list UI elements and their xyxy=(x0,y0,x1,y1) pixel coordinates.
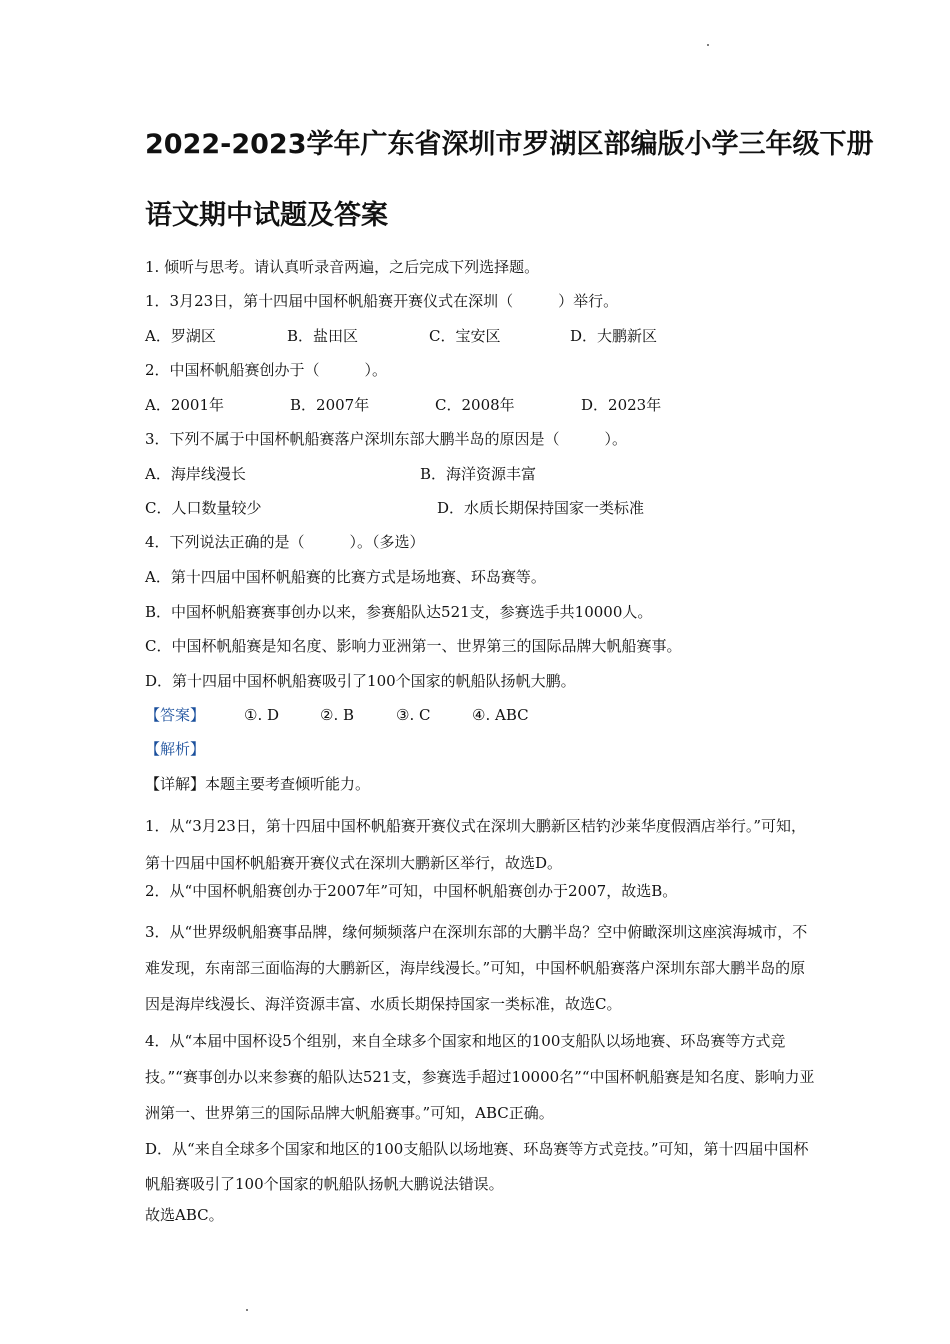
question-4-option-d: D．第十四届中国杯帆船赛吸引了100个国家的帆船队扬帆大鹏。 xyxy=(145,672,576,690)
detail-label: 【详解】 xyxy=(145,775,206,793)
question-1-option-c: C．宝安区 xyxy=(429,327,501,345)
question-3-option-c: C．人口数量较少 xyxy=(145,499,262,517)
detail-line xyxy=(145,774,370,794)
analysis-label: 【解析】 xyxy=(145,740,206,758)
explanation-3: 3．从“世界级帆船赛事品牌，缘何频频落户在深圳东部的大鹏半岛？空中俯瞰深圳这座滨海城市，不难发现，东南部三面临海的大鹏新区，海岸线漫长。”可知，中国杯帆船赛落户深圳东部大鹏半岛的原因是海岸线漫长、海洋资源丰富、水质长期保持国家一类标准，故选C。 xyxy=(145,923,808,1013)
answer-item-2: ②. B xyxy=(320,706,355,724)
answer-item-3: ③. C xyxy=(396,706,431,724)
explanation-1: 1．从“3月23日，第十四届中国杯帆船赛开赛仪式在深圳大鹏新区桔钓沙莱华度假酒店举行。”可知，第十四届中国杯帆船赛开赛仪式在深圳大鹏新区举行，故选D。 xyxy=(145,817,807,872)
question-2-option-b: B．2007年 xyxy=(290,396,370,414)
question-4-option-a: A．第十四届中国杯帆船赛的比赛方式是场地赛、环岛赛等。 xyxy=(145,568,546,586)
question-2-option-a: A．2001年 xyxy=(145,396,225,414)
answer-item-4: ④. ABC xyxy=(472,706,529,724)
answer-item-1: ①. D xyxy=(244,706,280,724)
question-3-option-d: D．水质长期保持国家一类标准 xyxy=(437,499,645,517)
question-4-option-b: B．中国杯帆船赛赛事创办以来，参赛船队达521支，参赛选手共10000人。 xyxy=(145,603,653,621)
question-2-option-c: C．2008年 xyxy=(435,396,515,414)
question-2-stem: 2．中国杯帆船赛创办于（ ）。 xyxy=(145,361,388,379)
title-line-2: 语文期中试题及答案 xyxy=(145,200,388,231)
intro-text: 1. 倾听与思考。请认真听录音两遍，之后完成下列选择题。 xyxy=(145,258,540,276)
answer-label: 【答案】 xyxy=(145,706,206,724)
title-line-1: 2022-2023学年广东省深圳市罗湖区部编版小学三年级下册 xyxy=(145,129,874,160)
question-1-option-b: B．盐田区 xyxy=(287,327,359,345)
question-1-option-d: D．大鹏新区 xyxy=(570,327,658,345)
explanation-d: D．从“来自全球多个国家和地区的100支船队以场地赛、环岛赛等方式竞技。”可知，第十四届中国杯帆船赛吸引了100个国家的帆船队扬帆大鹏说法错误。 xyxy=(145,1140,809,1193)
question-3-stem: 3．下列不属于中国杯帆船赛落户深圳东部大鹏半岛的原因是（ ）。 xyxy=(145,430,628,448)
question-1-stem: 1．3月23日，第十四届中国杯帆船赛开赛仪式在深圳（ ）举行。 xyxy=(145,292,619,310)
question-3-option-b: B．海洋资源丰富 xyxy=(420,465,537,483)
page-dot-top xyxy=(707,44,709,46)
final-answer: 故选ABC。 xyxy=(145,1206,224,1224)
explanation-4: 4．从“本届中国杯设5个组别，来自全球多个国家和地区的100支船队以场地赛、环岛赛等方式竞技。”“赛事创办以来参赛的船队达521支，参赛选手超过10000名”“中国杯帆船赛是知名度、影响力亚洲第一、世界第三的国际品牌大帆船赛事。”可知，ABC正确。 xyxy=(145,1032,815,1122)
question-4-option-c: C．中国杯帆船赛是知名度、影响力亚洲第一、世界第三的国际品牌大帆船赛事。 xyxy=(145,637,682,655)
question-4-stem: 4．下列说法正确的是（ ）。（多选） xyxy=(145,533,425,551)
explanation-2: 2．从“中国杯帆船赛创办于2007年”可知，中国杯帆船赛创办于2007，故选B。 xyxy=(145,882,678,900)
detail-text: 本题主要考查倾听能力。 xyxy=(205,775,371,793)
question-3-option-a: A．海岸线漫长 xyxy=(145,465,246,483)
question-1-option-a: A．罗湖区 xyxy=(145,327,216,345)
question-2-option-d: D．2023年 xyxy=(581,396,662,414)
page-dot-bottom xyxy=(246,1309,248,1311)
